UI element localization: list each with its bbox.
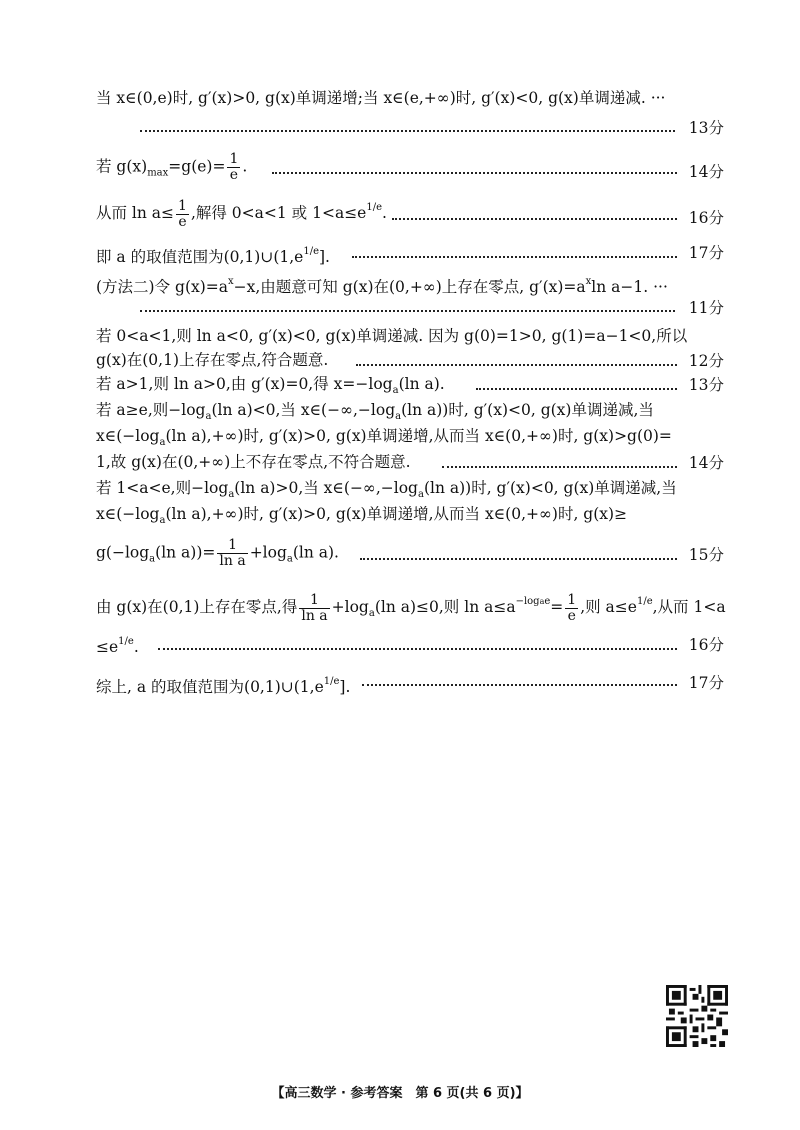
solution-line-10: [96, 426, 672, 453]
text-fragment: 综上, a 的取值范围为(0,1)∪(1,e: [96, 678, 324, 696]
text-fragment: (ln a).: [292, 543, 339, 562]
text-fragment: 由 g(x)在(0,1)上存在零点,得: [96, 598, 298, 616]
qr-code-icon: [666, 985, 728, 1047]
solution-line-5: [96, 272, 668, 297]
solution-line-16: [96, 632, 139, 657]
subscript: max: [147, 167, 169, 179]
text-fragment: 若 1<a<e,则−log: [96, 479, 229, 497]
superscript: 1/e: [636, 596, 653, 607]
fraction: [227, 152, 240, 183]
text-fragment: 若 a>1,则 ln a>0,由 g′(x)=0,得 x=−log: [96, 375, 393, 393]
text-fragment: ≤e: [96, 638, 119, 656]
superscript: 1/e: [118, 636, 134, 647]
score-13-second: 13分: [688, 376, 724, 394]
text-fragment: ].: [339, 678, 351, 696]
text-fragment: e: [544, 596, 551, 607]
text-fragment: (ln a))时, g′(x)<0, g(x)单调递减,当: [423, 479, 677, 497]
solution-line-9: [96, 400, 654, 427]
text-fragment: (ln a))=: [155, 543, 216, 562]
leader-dots: [476, 388, 677, 390]
superscript: x: [228, 276, 234, 287]
leader-dots: [158, 648, 677, 650]
solution-line-14: [96, 538, 339, 570]
denominator: ln a: [219, 553, 246, 569]
numerator: 1: [178, 197, 187, 214]
text-fragment: ].: [319, 248, 330, 266]
solution-line-12: [96, 478, 677, 505]
text-fragment: −x,由题意可知 g(x)在(0,+∞)上存在零点, g′(x)=a: [233, 278, 586, 296]
superscript: 1/e: [323, 676, 340, 687]
text-fragment: (ln a),+∞)时, g′(x)>0, g(x)单调递增,从而当 x∈(0,+∞)时, g(x)≥: [165, 505, 628, 523]
subscript: a: [159, 515, 166, 526]
text-fragment: 若 a≥e,则−log: [96, 401, 206, 419]
fraction: [176, 199, 189, 230]
leader-dots: [140, 310, 675, 312]
text-fragment: ,则 a≤e: [580, 598, 637, 616]
denominator: e: [178, 213, 187, 230]
page-footer: 【高三数学 · 参考答案 第 6 页(共 6 页)】: [271, 1086, 529, 1101]
leader-dots: [356, 364, 677, 366]
subscript: a: [205, 411, 212, 422]
solution-line-11: 1,故 g(x)在(0,+∞)上不存在零点,不符合题意.: [96, 453, 411, 471]
fraction: [217, 538, 247, 569]
text-fragment: x∈(−log: [96, 427, 160, 445]
solution-line-13: [96, 504, 627, 531]
solution-line-7: g(x)在(0,1)上存在零点,符合题意.: [96, 351, 329, 369]
text-fragment: (ln a))时, g′(x)<0, g(x)单调递减,当: [401, 401, 654, 419]
text-fragment: ,从而 1<a: [652, 598, 726, 616]
solution-line-8: [96, 374, 445, 401]
denominator: e: [567, 607, 576, 624]
text-fragment: .: [242, 157, 248, 176]
leader-dots: [362, 684, 677, 686]
text-fragment: (ln a),+∞)时, g′(x)>0, g(x)单调递增,从而当 x∈(0,+∞)时, g(x)>g(0)=: [165, 427, 672, 445]
text-fragment: +log: [331, 598, 369, 616]
text-fragment: +log: [249, 543, 287, 562]
leader-dots: [360, 558, 677, 560]
numerator: 1: [299, 593, 329, 609]
score-14-second: 14分: [688, 454, 724, 472]
solution-line-2: [96, 152, 247, 184]
score-15: 15分: [688, 546, 724, 564]
text-fragment: 即 a 的取值范围为(0,1)∪(1,e: [96, 248, 304, 266]
fraction: [565, 593, 578, 624]
text-fragment: x∈(−log: [96, 505, 160, 523]
text-fragment: (ln a)≤0,则 ln a≤a: [374, 598, 516, 616]
solution-line-17: [96, 672, 350, 697]
solution-line-6: 若 0<a<1,则 ln a<0, g′(x)<0, g(x)单调递减. 因为 g(0)=1>0, g(1)=a−1<0,所以: [96, 327, 688, 345]
text-fragment: (ln a)>0,当 x∈(−∞,−log: [234, 479, 418, 497]
leader-dots: [352, 256, 677, 258]
text-fragment: =g(e)=: [168, 157, 226, 176]
score-17-first: 17分: [688, 244, 724, 262]
text-fragment: ,解得 0<a<1 或 1<a≤e: [190, 204, 367, 222]
text-fragment: .: [133, 638, 139, 656]
score-17-second: 17分: [688, 674, 724, 692]
subscript: a: [228, 489, 235, 500]
text-fragment: a: [539, 597, 545, 606]
solution-line-3: [96, 198, 387, 230]
superscript: 1/e: [303, 246, 319, 257]
subscript: a: [392, 385, 399, 396]
subscript: a: [286, 553, 293, 565]
leader-dots: [392, 218, 677, 220]
leader-dots: [442, 466, 677, 468]
score-13-first: 13分: [688, 119, 724, 137]
text-fragment: (方法二)令 g(x)=a: [96, 278, 229, 296]
text-fragment: =: [550, 598, 564, 616]
numerator: 1: [229, 151, 239, 167]
score-12: 12分: [688, 352, 724, 370]
score-16-second: 16分: [688, 636, 724, 654]
solution-line-1: 当 x∈(0,e)时, g′(x)>0, g(x)单调递增;当 x∈(e,+∞)时, g′(x)<0, g(x)单调递减. ···: [96, 89, 666, 107]
score-14-first: 14分: [688, 163, 724, 181]
text-fragment: g(−log: [96, 543, 150, 562]
text-fragment: .: [382, 204, 387, 222]
numerator: 1: [217, 538, 247, 554]
subscript: a: [395, 411, 402, 422]
text-fragment: 若 g(x): [96, 157, 148, 176]
text-fragment: 从而 ln a≤: [96, 204, 175, 222]
text-fragment: (ln a).: [398, 375, 445, 393]
denominator: e: [229, 167, 239, 183]
numerator: 1: [567, 591, 577, 608]
subscript: a: [417, 489, 424, 500]
score-16-first: 16分: [688, 209, 724, 227]
subscript: a: [149, 553, 156, 565]
solution-line-4: [96, 242, 330, 267]
leader-dots: [140, 130, 675, 132]
solution-line-15: [96, 592, 726, 624]
denominator: ln a: [301, 607, 328, 624]
fraction: [299, 593, 329, 624]
text-fragment: ln a−1. ···: [591, 278, 668, 296]
superscript: x: [585, 276, 592, 287]
subscript: a: [159, 437, 166, 448]
score-11: 11分: [688, 299, 724, 317]
superscript: 1/e: [366, 202, 383, 213]
superscript: [516, 596, 551, 607]
leader-dots: [272, 172, 677, 174]
text-fragment: −log: [515, 596, 540, 607]
text-fragment: (ln a)<0,当 x∈(−∞,−log: [211, 401, 396, 419]
subscript: a: [368, 608, 375, 619]
